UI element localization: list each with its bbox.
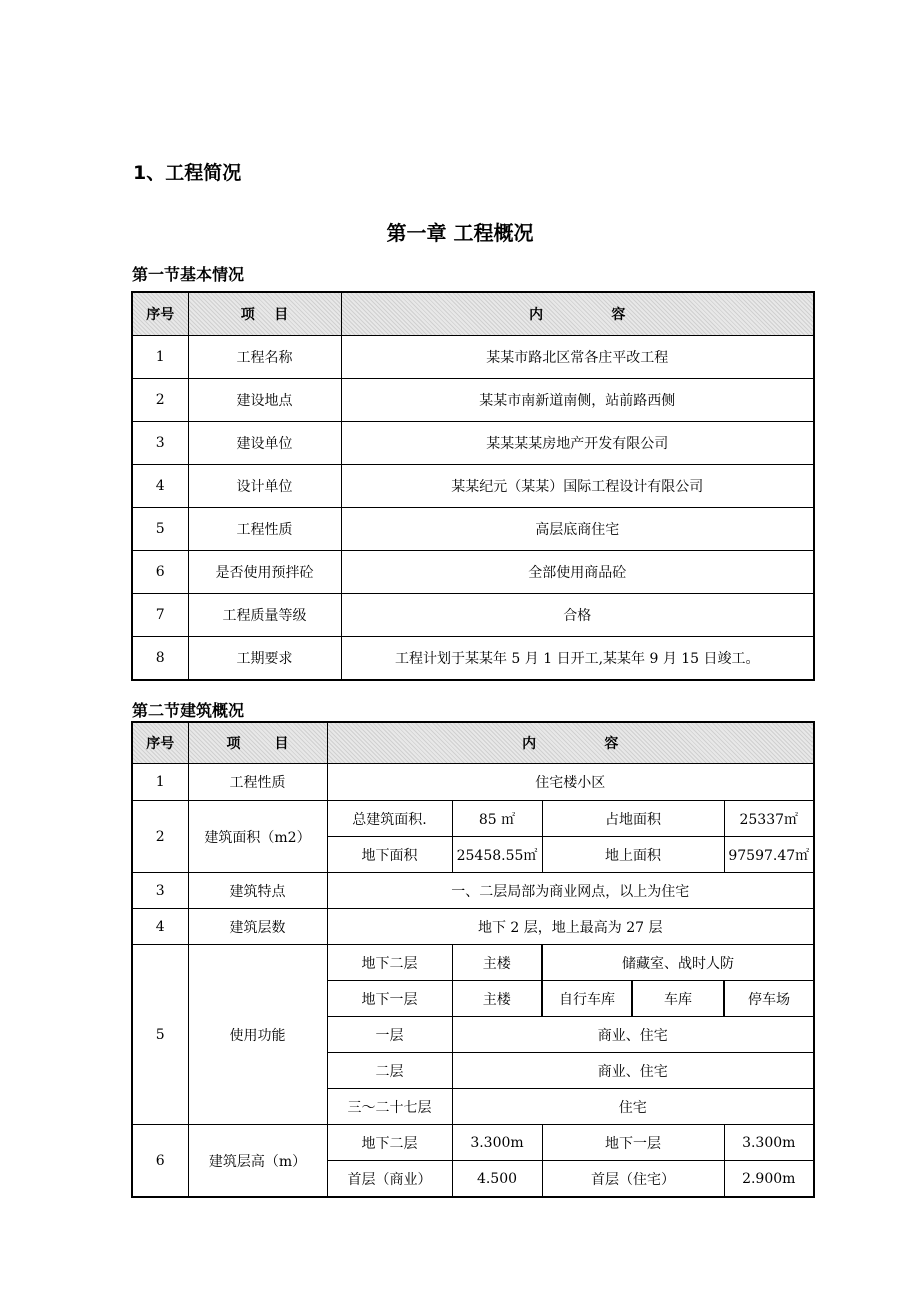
floor-b2-label: 地下二层	[327, 945, 452, 981]
floor-1-label: 一层	[327, 1017, 452, 1053]
row-no: 3	[132, 873, 188, 909]
row-item: 建设单位	[188, 422, 341, 465]
table-row	[132, 465, 814, 508]
height-f1-residential-label: 首层（住宅）	[542, 1161, 724, 1198]
row-content: 某某市南新道南侧，站前路西侧	[341, 379, 814, 422]
table-row	[132, 873, 814, 909]
floor-2-use: 商业、住宅	[452, 1053, 814, 1089]
table-row	[132, 594, 814, 637]
land-area-value: 25337㎡	[724, 801, 814, 837]
table-row	[132, 945, 814, 981]
header-content: 内 容	[327, 722, 814, 764]
table-row	[132, 764, 814, 801]
total-area-value: 85 ㎡	[452, 801, 542, 837]
row-content: 某某纪元（某某）国际工程设计有限公司	[341, 465, 814, 508]
table-header-row	[132, 292, 814, 336]
row-item: 工程名称	[188, 336, 341, 379]
height-b2-value: 3.300m	[452, 1125, 542, 1161]
table-row	[132, 422, 814, 465]
row-item: 建设地点	[188, 379, 341, 422]
row-content: 合格	[341, 594, 814, 637]
floor-b1-use-garage: 车库	[632, 981, 724, 1017]
chapter-title: 第一章 工程概况	[386, 221, 534, 245]
land-area-label: 占地面积	[542, 801, 724, 837]
height-f1-commercial-label: 首层（商业）	[327, 1161, 452, 1198]
height-f1-residential-value: 2.900m	[724, 1161, 814, 1198]
intro-heading: 1、工程简况	[133, 162, 242, 184]
section1-title: 第一节基本情况	[132, 265, 245, 284]
row-content: 一、二层局部为商业网点，以上为住宅	[327, 873, 814, 909]
table-row	[132, 1125, 814, 1161]
height-b1-value: 3.300m	[724, 1125, 814, 1161]
table-header-row	[132, 722, 814, 764]
row-no: 6	[132, 551, 188, 594]
table-row	[132, 551, 814, 594]
section2-title: 第二节建筑概况	[132, 701, 245, 720]
height-b2-label: 地下二层	[327, 1125, 452, 1161]
row-no: 7	[132, 594, 188, 637]
table-row	[132, 801, 814, 837]
floor-b2-use: 储藏室、战时人防	[542, 945, 814, 981]
floor-3-27-label: 三～二十七层	[327, 1089, 452, 1125]
row-item: 建筑特点	[188, 873, 327, 909]
table-row	[132, 637, 814, 681]
height-b1-label: 地下一层	[542, 1125, 724, 1161]
floor-3-27-use: 住宅	[452, 1089, 814, 1125]
row-no: 6	[132, 1125, 188, 1198]
floor-1-use: 商业、住宅	[452, 1017, 814, 1053]
floor-b1-building: 主楼	[452, 981, 542, 1017]
floor-b2-building: 主楼	[452, 945, 542, 981]
row-no: 5	[132, 508, 188, 551]
row-item: 建筑面积（m2）	[188, 801, 327, 873]
floor-b1-label: 地下一层	[327, 981, 452, 1017]
row-item: 是否使用预拌砼	[188, 551, 341, 594]
floor-2-label: 二层	[327, 1053, 452, 1089]
underground-area-value: 25458.55㎡	[452, 837, 542, 873]
row-item: 工程性质	[188, 508, 341, 551]
height-f1-commercial-value: 4.500	[452, 1161, 542, 1198]
row-content: 某某市路北区常各庄平改工程	[341, 336, 814, 379]
table-row	[132, 909, 814, 945]
row-content: 全部使用商品砼	[341, 551, 814, 594]
floor-b1-use-parking: 停车场	[724, 981, 814, 1017]
row-item: 工程性质	[188, 764, 327, 801]
total-area-label: 总建筑面积.	[327, 801, 452, 837]
building-overview-table	[131, 721, 815, 1198]
header-item: 项 目	[188, 292, 341, 336]
row-content: 工程计划于某某年 5 月 1 日开工,某某年 9 月 15 日竣工。	[341, 637, 814, 681]
row-no: 3	[132, 422, 188, 465]
above-ground-area-label: 地上面积	[542, 837, 724, 873]
row-item: 使用功能	[188, 945, 327, 1125]
row-content: 某某某某房地产开发有限公司	[341, 422, 814, 465]
row-no: 2	[132, 379, 188, 422]
row-content: 高层底商住宅	[341, 508, 814, 551]
header-no: 序号	[132, 292, 188, 336]
floor-b1-use-bicycle: 自行车库	[542, 981, 632, 1017]
underground-area-label: 地下面积	[327, 837, 452, 873]
row-content: 住宅楼小区	[327, 764, 814, 801]
row-item: 建筑层数	[188, 909, 327, 945]
basic-info-table	[131, 291, 815, 681]
header-content: 内 容	[341, 292, 814, 336]
row-no: 1	[132, 336, 188, 379]
header-item: 项 目	[188, 722, 327, 764]
table-row	[132, 379, 814, 422]
row-no: 4	[132, 909, 188, 945]
row-content: 地下 2 层，地上最高为 27 层	[327, 909, 814, 945]
row-no: 8	[132, 637, 188, 681]
row-no: 2	[132, 801, 188, 873]
above-ground-area-value: 97597.47㎡	[724, 837, 814, 873]
row-item: 建筑层高（m）	[188, 1125, 327, 1198]
row-item: 设计单位	[188, 465, 341, 508]
header-no: 序号	[132, 722, 188, 764]
row-no: 5	[132, 945, 188, 1125]
row-item: 工期要求	[188, 637, 341, 681]
row-item: 工程质量等级	[188, 594, 341, 637]
row-no: 1	[132, 764, 188, 801]
table-row	[132, 508, 814, 551]
table-row	[132, 336, 814, 379]
row-no: 4	[132, 465, 188, 508]
